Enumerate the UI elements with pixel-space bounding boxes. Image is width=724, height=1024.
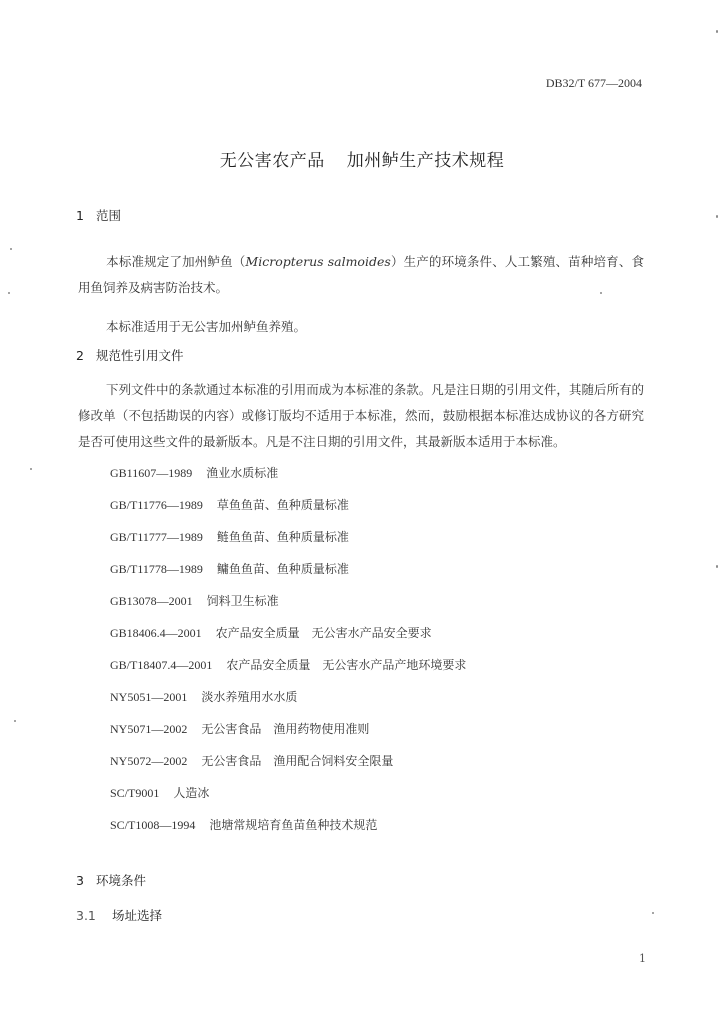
section-1-paragraph-1: 本标准规定了加州鲈鱼（Micropterus salmoides）生产的环境条件、人工繁殖、苗种培育、食用鱼饲养及病害防治技术。: [78, 254, 644, 295]
document-title: [0, 146, 724, 171]
section-number: 1: [76, 208, 84, 223]
reference-code: GB/T11776—1989: [110, 498, 203, 512]
reference-item: [110, 816, 377, 833]
reference-title: 人造冰: [173, 786, 210, 800]
scan-speck: [716, 215, 718, 218]
section-2-heading: [76, 346, 184, 364]
reference-item: [110, 784, 209, 801]
reference-title: 鳙鱼鱼苗、鱼种质量标准: [216, 562, 349, 576]
reference-item: [110, 592, 279, 609]
subsection-number: 3.1: [76, 908, 96, 923]
title-part-1: 无公害农产品: [219, 151, 325, 171]
scan-speck: [652, 912, 654, 914]
reference-item: [110, 720, 369, 737]
latin-species-name: Micropterus salmoides: [245, 254, 391, 269]
section-1-paragraph-2: 本标准适用于无公害加州鲈鱼养殖。: [106, 319, 307, 334]
reference-title: 无公害食品 渔用药物使用准则: [201, 722, 370, 736]
subsection-title: 场址选择: [112, 908, 163, 923]
section-title: 规范性引用文件: [96, 348, 184, 363]
section-1-heading: [76, 206, 121, 224]
reference-code: GB13078—2001: [110, 594, 193, 608]
reference-title: 饲料卫生标准: [206, 594, 279, 608]
scan-speck: [10, 248, 12, 250]
section-number: 3: [76, 873, 84, 888]
reference-code: GB11607—1989: [110, 466, 193, 480]
scan-speck: [600, 292, 602, 294]
section-2-paragraph-1: 下列文件中的条款通过本标准的引用而成为本标准的条款。凡是注日期的引用文件，其随后所有的修改单（不包括勘误的内容）或修订版均不适用于本标准，然而，鼓励根据本标准达成协议的各方研究是否可使用这些文件的最新版本。凡是不注日期的引用文件，其最新版本适用于本标准。: [78, 382, 644, 449]
scan-speck: [716, 565, 718, 568]
reference-code: NY5071—2002: [110, 722, 188, 736]
scan-speck: [716, 30, 718, 33]
reference-title: 淡水养殖用水水质: [201, 690, 298, 704]
reference-item: [110, 656, 466, 673]
reference-title: 渔业水质标准: [206, 466, 279, 480]
reference-item: [110, 496, 349, 513]
reference-title: 农产品安全质量 无公害水产品产地环境要求: [226, 658, 467, 672]
reference-code: NY5051—2001: [110, 690, 188, 704]
section-title: 环境条件: [96, 873, 147, 888]
reference-title: 池塘常规培育鱼苗鱼种技术规范: [209, 818, 378, 832]
reference-code: GB/T18407.4—2001: [110, 658, 213, 672]
standard-code: DB32/T 677—2004: [545, 76, 642, 90]
reference-code: NY5072—2002: [110, 754, 188, 768]
reference-code: GB/T11777—1989: [110, 530, 203, 544]
reference-title: 草鱼鱼苗、鱼种质量标准: [216, 498, 349, 512]
reference-item: [110, 752, 393, 769]
scan-speck: [14, 720, 16, 722]
reference-item: [110, 464, 278, 481]
reference-code: SC/T1008—1994: [110, 818, 196, 832]
reference-item: [110, 528, 349, 545]
reference-item: [110, 688, 297, 705]
reference-code: GB/T11778—1989: [110, 562, 203, 576]
section-3-heading: [76, 871, 146, 889]
subsection-3-1-heading: [76, 906, 162, 924]
reference-item: [110, 560, 349, 577]
reference-item: [110, 624, 432, 641]
reference-title: 无公害食品 渔用配合饲料安全限量: [201, 754, 394, 768]
section-title: 范围: [96, 208, 122, 223]
reference-code: GB18406.4—2001: [110, 626, 202, 640]
reference-title: 鲢鱼鱼苗、鱼种质量标准: [216, 530, 349, 544]
reference-title: 农产品安全质量 无公害水产品安全要求: [215, 626, 432, 640]
reference-code: SC/T9001: [110, 786, 160, 800]
section-number: 2: [76, 348, 84, 363]
title-part-2: 加州鲈生产技术规程: [346, 151, 505, 171]
scan-speck: [30, 468, 32, 470]
page-number: 1: [639, 952, 646, 965]
scan-speck: [8, 292, 10, 294]
